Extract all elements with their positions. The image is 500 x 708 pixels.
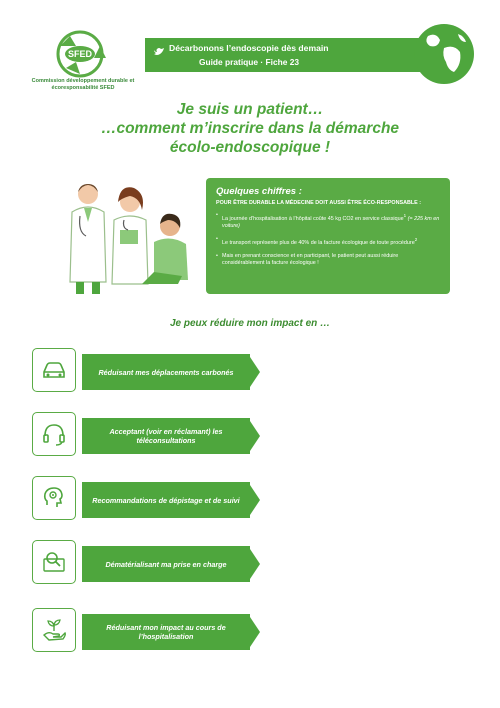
car-icon bbox=[41, 357, 67, 383]
impact-item: • Consultations d’information du geste bbox=[267, 416, 473, 423]
impact-label: Réduisant mes déplacements carbonés bbox=[82, 354, 250, 390]
bird-icon bbox=[153, 46, 165, 58]
arrow-icon bbox=[248, 354, 260, 390]
arrow-icon bbox=[248, 614, 260, 650]
header-banner bbox=[145, 38, 445, 72]
header-line1: Décarbonons l’endoscopie dès demain bbox=[169, 43, 329, 53]
impact-label: Dématérialisant ma prise en charge bbox=[82, 546, 250, 582]
key-figure-item: • La journée d’hospitalisation à l’hôpital coûte 45 kg CO2 en service classique$^1$ (= 225 km en voiture) bbox=[216, 212, 440, 230]
brain-gear-icon bbox=[41, 485, 67, 511]
impact-item: • Éviter les taxis car facture écologique x2 (Aller retour à vide) bbox=[267, 358, 473, 365]
globe-icon bbox=[410, 20, 478, 88]
impact-item: • Café sans gobelet plastique bbox=[267, 618, 473, 625]
key-figure-item: • Mais en prenant conscience et en participant, le patient peut aussi réduire considérablement la facture écologique ! bbox=[216, 253, 440, 267]
impact-item: • En évitant toute consultation manquée ou en prévenant longtemps à l’avance pour que le créneau soit redonné. bbox=[267, 556, 473, 571]
impact-item: • E-carte vitale et peu d’impression bbox=[267, 541, 473, 548]
page-title bbox=[50, 100, 450, 157]
impact-row-transport bbox=[32, 348, 452, 396]
impact-item: • Étant à l’heure et présents aux consultations bbox=[267, 603, 473, 610]
impact-label: Acceptant (voir en réclamant) les téléconsultations bbox=[82, 418, 250, 454]
impact-item: • Remise de résultats histologiques bbox=[267, 431, 473, 438]
impact-icon-box bbox=[32, 476, 76, 520]
impact-item: • Consultation évitée = impact réduit (économique/écologique/ professionnel) bbox=[267, 409, 473, 416]
key-figures-box bbox=[206, 178, 450, 294]
impact-icon-box bbox=[32, 348, 76, 392]
impact-item: • Évitant les vêtements jetables (pyjama tout doux) bbox=[267, 633, 473, 640]
arrow-icon bbox=[248, 418, 260, 454]
org-caption: Commission développement durable et écoresponsabilité SFED bbox=[31, 78, 135, 91]
hand-plant-icon bbox=[41, 617, 67, 643]
arrow-icon bbox=[248, 546, 260, 582]
impact-row-screening bbox=[32, 475, 473, 524]
impact-item: • En choisissant des Repas sans plastique (vaisselle) bbox=[267, 610, 473, 617]
impact-detail-box bbox=[232, 344, 482, 396]
impact-item: • En acceptant le délai de surveillance proposé je bénéficie du meilleur compromis protection/impact bbox=[267, 500, 473, 515]
impact-row-hospitalisation bbox=[32, 603, 452, 656]
title-line1: Je suis un patient… bbox=[176, 101, 324, 118]
impact-item: • Consultation de suivi de l’efficacité d’une procédure bbox=[267, 424, 473, 431]
impact-label: Recommandations de dépistage et de suivi bbox=[82, 482, 250, 518]
title-line2: …comment m’inscrire dans la démarche bbox=[100, 120, 400, 137]
impact-detail-box bbox=[232, 596, 482, 666]
headset-icon bbox=[41, 421, 67, 447]
impact-item: • Convocations via e-mail (zero papier) bbox=[267, 548, 473, 555]
impact-item: • Positivisme écologique envers les équipes bbox=[267, 625, 473, 632]
impact-label: Réduisant mon impact au cours de l’hospitalisation bbox=[82, 614, 250, 650]
impact-detail-box bbox=[232, 468, 482, 528]
key-figure-item: • Le transport représente plus de 40% de la facture écologique de toute procédure$^2$ bbox=[216, 236, 440, 247]
title-line3: écolo-endoscopique ! bbox=[169, 139, 331, 156]
impact-item: • En me dépistant je suis pris en charge tôt au stade précancéreux : moins grave, mieux guéri, moins d’impact$^{3,4}$ bbox=[267, 475, 473, 494]
impact-row-dematerialisation bbox=[32, 540, 464, 588]
key-figures-heading: Quelques chiffres : bbox=[216, 186, 302, 197]
svg-text:SFED: SFED bbox=[67, 49, 93, 59]
impact-icon-box bbox=[32, 412, 76, 456]
impact-icon-box bbox=[32, 608, 76, 652]
impact-heading: Je peux réduire mon impact en … bbox=[169, 318, 331, 329]
impact-row-teleconsultation bbox=[32, 409, 459, 460]
doctors-patient-illustration bbox=[58, 172, 198, 297]
impact-detail-box bbox=[232, 534, 482, 590]
impact-item: • Vélo/Train/métro > voiture bbox=[267, 351, 473, 358]
sfed-logo-icon bbox=[40, 28, 120, 80]
key-figures-subheading: POUR ÊTRE DURABLE LA MÉDECINE DOIT AUSSI ÊTRE ÉCO-RESPONSABLE : bbox=[216, 200, 422, 206]
header-line2: Guide pratique · Fiche 23 bbox=[198, 57, 300, 67]
arrow-icon bbox=[248, 482, 260, 518]
search-document-icon bbox=[41, 549, 67, 575]
impact-icon-box bbox=[32, 540, 76, 584]
impact-item: • Limiter le nombre de déplacement à l’hôpital bbox=[267, 366, 473, 373]
impact-detail-box bbox=[232, 402, 482, 468]
